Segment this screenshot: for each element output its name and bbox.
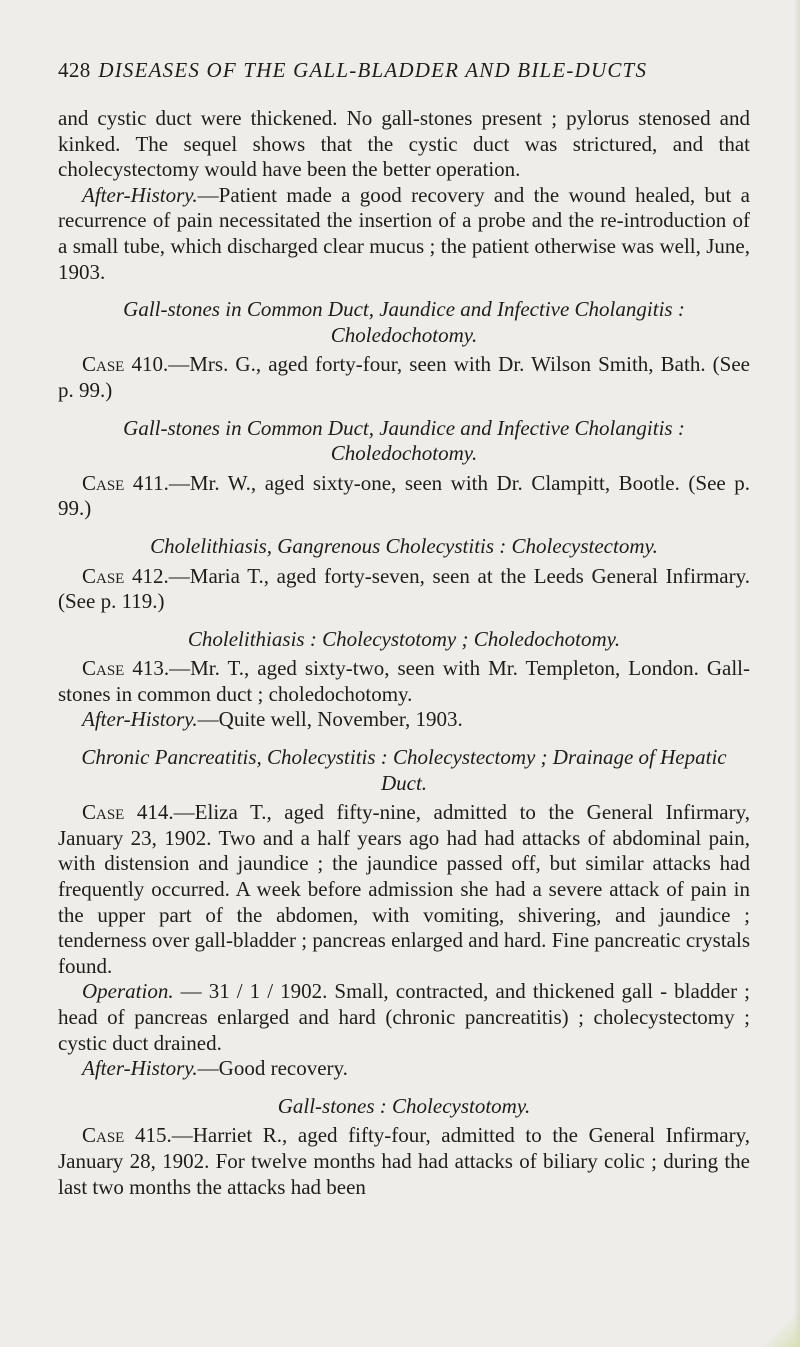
case-paragraph: Case 413.—Mr. T., aged sixty-two, seen with Mr. Templeton, London. Gall-stones in common duct ; choledochotomy. <box>58 656 750 706</box>
paragraph: After-History.—Good recovery. <box>82 1056 348 1081</box>
section-heading: Cholelithiasis : Cholecystotomy ; Choledochotomy. <box>187 626 621 651</box>
page-edge-shadow <box>794 0 800 1347</box>
after-history-label: After-History. <box>82 182 198 207</box>
page-corner-tint <box>760 1307 800 1347</box>
section-heading: Gall-stones : Cholecystotomy. <box>277 1093 531 1118</box>
case-paragraph: Case 411.—Mr. W., aged sixty-one, seen with Dr. Clampitt, Bootle. (See p. 99.) <box>58 470 750 521</box>
paragraph: After-History.—Patient made a good recovery and the wound healed, but a recurrence of pain necessitated the insertion of a probe and the re-introduction of a small tube, which discharged clear mucus ; the patient otherwise was well, June, 1903. <box>58 182 750 284</box>
running-title: DISEASES OF THE GALL-BLADDER AND BILE-DUCTS <box>98 58 648 82</box>
page-number: 428 <box>58 58 91 82</box>
case-paragraph: Case 410.—Mrs. G., aged forty-four, seen with Dr. Wilson Smith, Bath. (See p. 99.) <box>58 352 750 402</box>
page-body <box>58 106 750 1200</box>
after-history-label: After-History. <box>82 707 198 732</box>
paragraph: Operation. — 31 / 1 / 1902. Small, contracted, and thickened gall - bladder ; head of pancreas enlarged and hard (chronic pancreatitis) ; cholecystectomy ; cystic duct drained. <box>58 979 750 1055</box>
paragraph: After-History.—Quite well, November, 1903. <box>82 707 463 732</box>
case-label: Case <box>82 352 125 377</box>
case-paragraph: Case 415.—Harriet R., aged fifty-four, admitted to the General Infirmary, January 28, 1902. For twelve months had had attacks of biliary colic ; during the last two months the attacks had been <box>58 1123 750 1199</box>
case-paragraph: Case 414.—Eliza T., aged fifty-nine, admitted to the General Infirmary, January 23, 1902. Two and a half years ago had had attacks of abdominal pain, with distension and jaundice ; the jaundice passed off, but similar attacks had frequently occurred. A week before admission she had a severe attack of pain in the upper part of the abdomen, with vomiting, shivering, and jaundice ; tenderness over gall-bladder ; pancreas enlarged and hard. Fine pancreatic crystals found. <box>58 800 750 978</box>
case-label: Case <box>82 470 125 495</box>
operation-label: Operation. <box>82 979 174 1004</box>
case-label: Case <box>82 563 125 588</box>
section-heading: Chronic Pancreatitis, Cholecystitis : Cholecystectomy ; Drainage of Hepatic Duct. <box>81 745 727 795</box>
section-heading: Gall-stones in Common Duct, Jaundice and Infective Cholangitis : Choledochotomy. <box>123 415 685 466</box>
running-header <box>58 58 742 83</box>
section-heading: Gall-stones in Common Duct, Jaundice and Infective Cholangitis : Choledochotomy. <box>123 297 685 347</box>
after-history-label: After-History. <box>82 1056 198 1081</box>
case-label: Case <box>82 800 125 825</box>
paragraph: and cystic duct were thickened. No gall-stones present ; pylorus stenosed and kinked. The sequel shows that the cystic duct was strictured, and that cholecystectomy would have been the better operation. <box>58 106 750 182</box>
section-heading: Cholelithiasis, Gangrenous Cholecystitis : Cholecystectomy. <box>150 533 658 558</box>
case-paragraph: Case 412.—Maria T., aged forty-seven, seen at the Leeds General Infirmary. (See p. 119.) <box>58 563 750 614</box>
case-label: Case <box>82 1123 125 1148</box>
case-label: Case <box>82 656 125 681</box>
